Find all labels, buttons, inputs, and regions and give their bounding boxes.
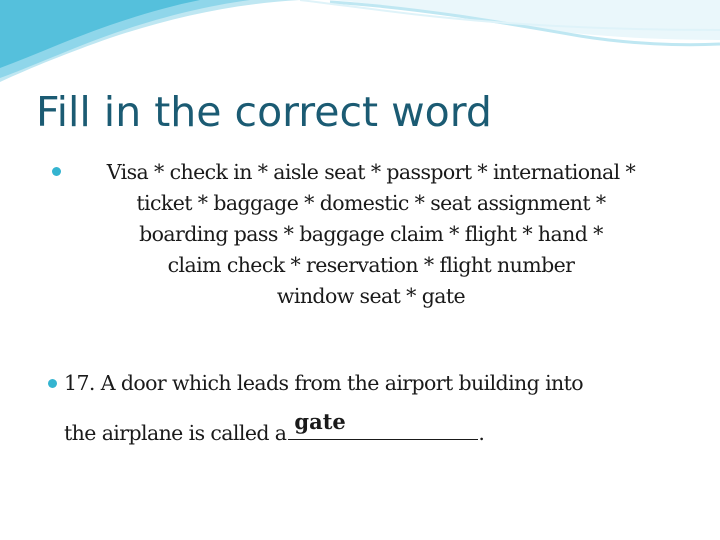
word-bank-line: boarding pass * baggage claim * flight * hand * bbox=[139, 222, 603, 246]
header-wave-decoration bbox=[0, 0, 720, 90]
bullet-icon bbox=[52, 167, 61, 176]
question-end-punctuation: . bbox=[478, 421, 485, 445]
word-bank-line: claim check * reservation * flight number bbox=[167, 253, 575, 277]
slide-title: Fill in the correct word bbox=[36, 88, 492, 136]
bullet-icon bbox=[48, 379, 57, 388]
word-bank-line: window seat * gate bbox=[276, 284, 466, 308]
word-bank-line: ticket * baggage * domestic * seat assignment * bbox=[136, 191, 606, 215]
word-bank bbox=[66, 157, 676, 312]
question-line-2 bbox=[64, 409, 485, 448]
answer-blank bbox=[288, 409, 478, 440]
question-line-1: 17. A door which leads from the airport building into bbox=[64, 371, 584, 395]
word-bank-line: Visa * check in * aisle seat * passport * international * bbox=[106, 160, 636, 184]
question-text: the airplane is called a bbox=[64, 421, 287, 445]
answer-text: gate bbox=[294, 409, 346, 434]
